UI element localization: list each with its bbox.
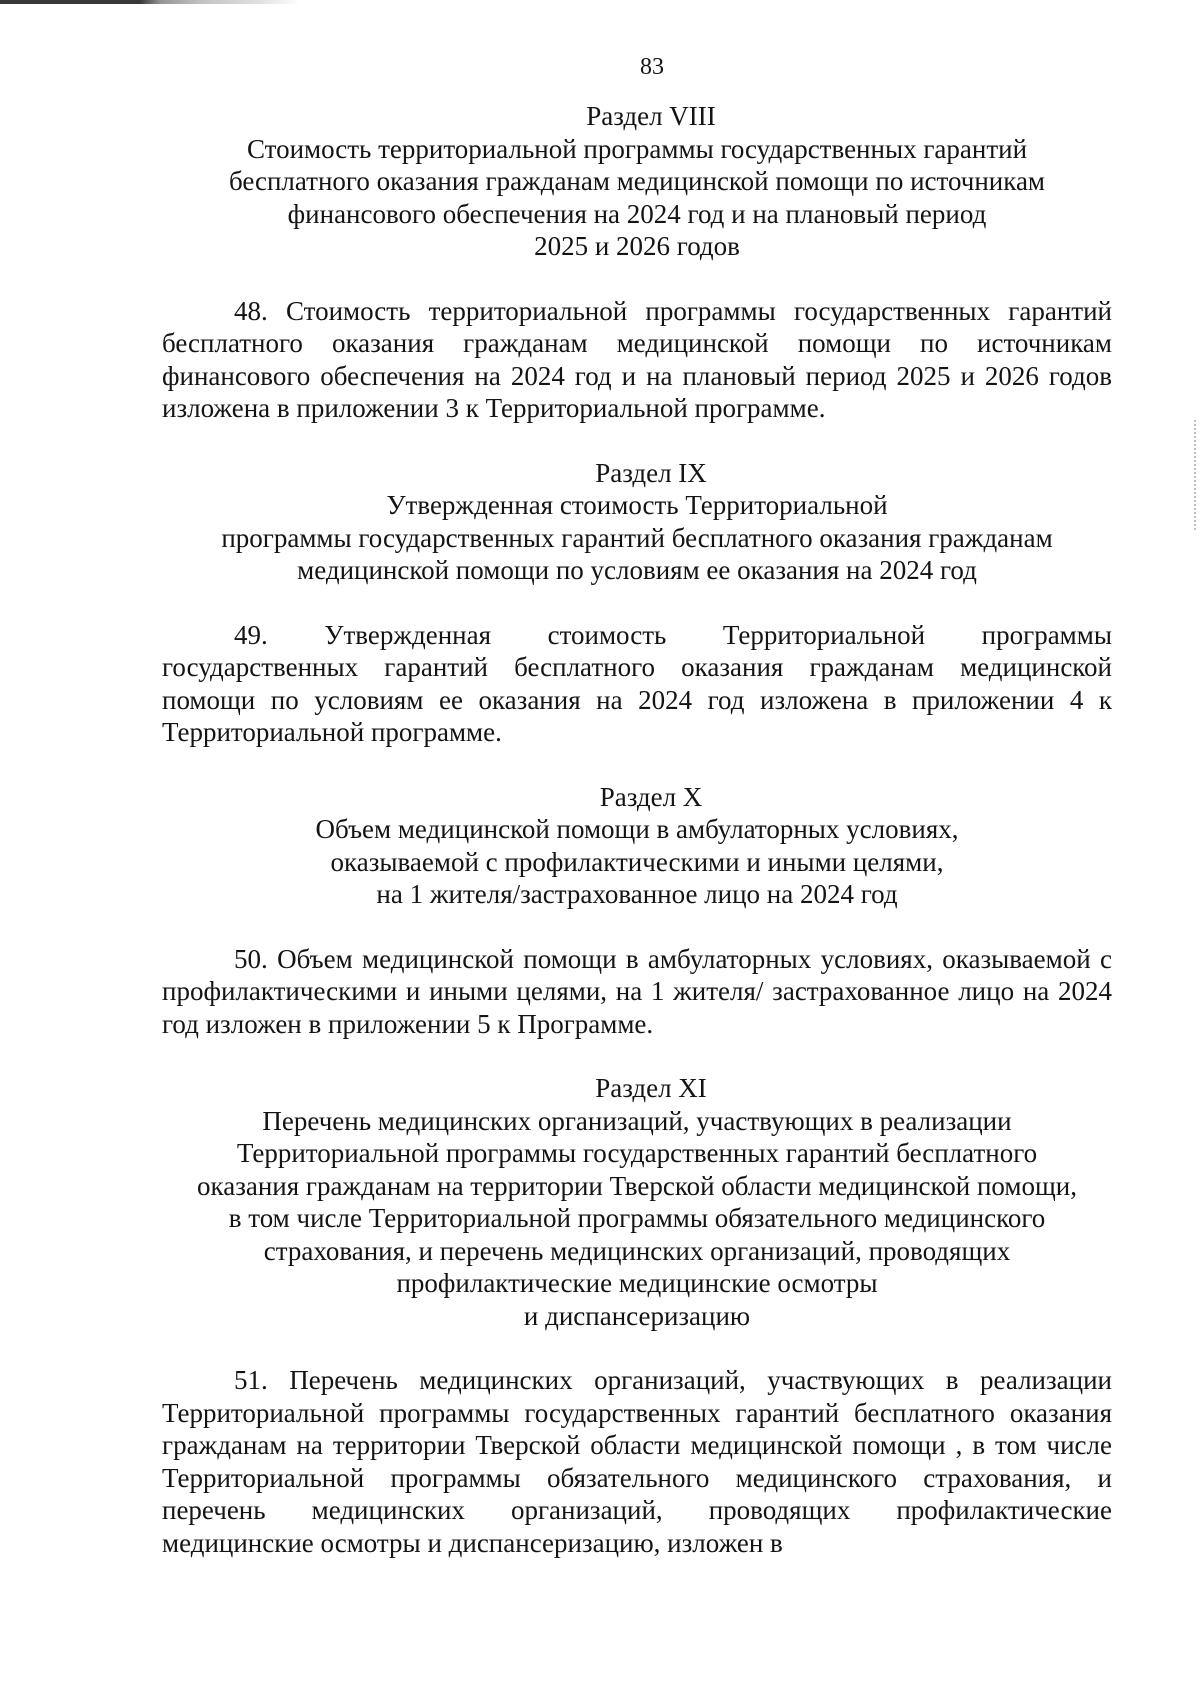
page-number: 83	[640, 54, 664, 80]
section-heading	[162, 133, 1112, 263]
heading-line: 2025 и 2026 годов	[534, 231, 740, 261]
paragraph-48: 48. Стоимость территориальной программы государственных гарантий бесплатного оказания гражданам медицинской помощи по источникам финансового обеспечения на 2024 год и на плановый период 2025 и 2026 годов изложена в приложении 3 к Территориальной программе.	[162, 295, 1112, 423]
section-8	[162, 100, 1112, 457]
section-title: Раздел X	[599, 781, 703, 812]
paragraph-51: 51. Перечень медицинских организаций, участвующих в реализации Территориальной программы государственных гарантий бесплатного оказания гражданам на территории Тверской области медицинской помощи , в том числе Территориальной программы обязательного медицинского страхования, и перечень медицинских организаций, проводящих профилактические медицинские осмотры и диспансеризацию, изложен в	[162, 1365, 1112, 1558]
heading-line: программы государственных гарантий бесплатного оказания гражданам	[221, 522, 1053, 553]
section-heading	[162, 813, 1112, 911]
section-title: Раздел XI	[595, 1073, 707, 1103]
heading-line: оказания гражданам на территории Тверской области медицинской помощи,	[197, 1170, 1077, 1201]
heading-line: Утвержденная стоимость Территориальной	[386, 490, 888, 520]
heading-line: Территориальной программы государственных гарантий бесплатного	[236, 1138, 1038, 1168]
heading-line: Объем медицинской помощи в амбулаторных условиях,	[315, 814, 959, 844]
scan-artifact-dots	[1191, 420, 1196, 530]
section-10	[162, 781, 1112, 1073]
heading-line: финансового обеспечения на 2024 год и на плановый период	[287, 198, 987, 229]
scan-artifact	[0, 0, 300, 4]
section-heading	[162, 1105, 1112, 1333]
heading-line: профилактические медицинские осмотры	[396, 1268, 878, 1298]
section-title: Раздел VIII	[586, 101, 716, 131]
heading-line: медицинской помощи по условиям ее оказания на 2024 год	[297, 555, 977, 585]
heading-line: и диспансеризацию	[523, 1300, 751, 1331]
section-9	[162, 457, 1112, 781]
section-heading	[162, 489, 1112, 587]
heading-line: в том числе Территориальной программы обязательного медицинского	[228, 1203, 1046, 1233]
heading-line: бесплатного оказания гражданам медицинской помощи по источникам	[228, 166, 1046, 196]
paragraph-50: 50. Объем медицинской помощи в амбулаторных условиях, оказываемой с профилактическими и иными целями, на 1 жителя/ застрахованное лицо на 2024 год изложен в приложении 5 к Программе.	[162, 943, 1112, 1039]
section-title: Раздел IX	[595, 457, 707, 488]
section-11	[162, 1072, 1112, 1559]
paragraph-49: 49. Утвержденная стоимость Территориальной программы государственных гарантий бесплатного оказания гражданам медицинской помощи по условиям ее оказания на 2024 год изложена в приложении 4 к Территориальной программе.	[162, 619, 1112, 747]
heading-line: Перечень медицинских организаций, участвующих в реализации	[262, 1105, 1012, 1136]
heading-line: Стоимость территориальной программы государственных гарантий	[246, 133, 1028, 164]
heading-line: страхования, и перечень медицинских организаций, проводящих	[263, 1235, 1011, 1266]
heading-line: на 1 жителя/застрахованное лицо на 2024 год	[376, 879, 898, 909]
heading-line: оказываемой с профилактическими и иными целями,	[330, 846, 944, 877]
